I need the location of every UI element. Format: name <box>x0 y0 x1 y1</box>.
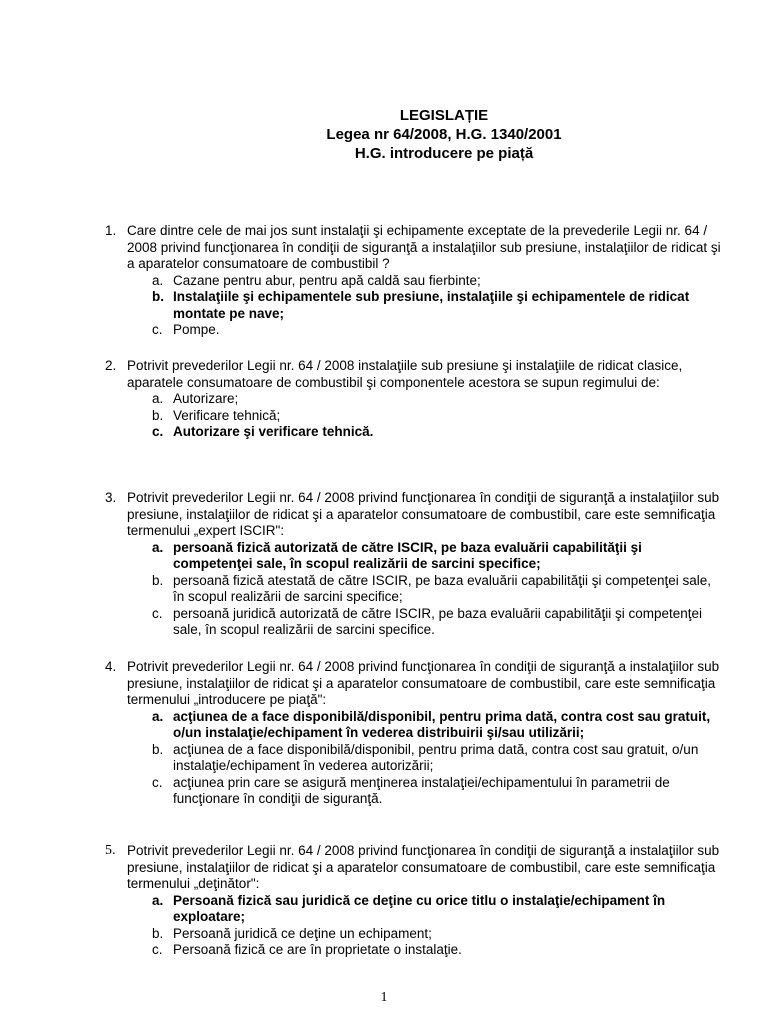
answer-options <box>105 540 725 639</box>
option-letter: b. <box>152 741 164 757</box>
question-stem: Potrivit prevederilor Legii nr. 64 / 2008 privind funcţionarea în condiţii de siguranţă a instalaţiilor sub presiune, instalaţiilor de ridicat şi a aparatelor consumatoare de combustibil, care este semnificaţia termenului „expert ISCIR": <box>127 490 720 538</box>
option-letter: c. <box>152 322 163 337</box>
answer-option <box>105 391 725 408</box>
option-text: Verificare tehnică; <box>173 407 281 423</box>
answer-option-correct <box>105 289 725 322</box>
option-letter: c. <box>152 774 163 790</box>
option-text: acţiunea prin care se asigură menţinerea instalaţiei/echipamentului în parametrii de funcţionare în condiţii de siguranţă. <box>173 774 670 806</box>
option-text: persoană juridică autorizată de către ISCIR, pe baza evaluării capabilităţii şi competenţei sale, în scopul realizării de sarcini specifice. <box>173 605 703 637</box>
option-letter: a. <box>152 892 164 908</box>
answer-options <box>105 893 725 959</box>
option-letter: c. <box>152 424 164 439</box>
answer-option <box>105 742 725 775</box>
question-number: 1. <box>105 223 117 238</box>
question-3 <box>105 490 725 639</box>
option-text: Pompe. <box>173 322 220 337</box>
answer-option-correct <box>105 893 725 926</box>
option-text: Persoană fizică ce are în proprietate o instalaţie. <box>173 942 462 957</box>
option-text: Persoană fizică sau juridică ce deţine cu orice titlu o instalaţie/echipament în exploatare; <box>173 892 666 924</box>
header-law-reference: Legea nr 64/2008, H.G. 1340/2001 <box>326 126 562 143</box>
option-letter: b. <box>152 289 164 304</box>
question-4 <box>105 659 725 808</box>
answer-option <box>105 942 725 959</box>
answer-options <box>105 273 725 339</box>
option-letter: c. <box>152 605 163 621</box>
option-text: acţiunea de a face disponibilă/disponibil, pentru prima dată, contra cost sau gratuit, o/un instalaţie/echipament în vederea autorizării; <box>173 741 699 773</box>
question-stem: Potrivit prevederilor Legii nr. 64 / 2008 privind funcţionarea în condiţii de siguranţă a instalaţiilor sub presiune, instalaţiilor de ridicat şi a aparatelor consumatoare de combustibil, care este semnificaţia termenului „introducere pe piaţă": <box>127 659 720 707</box>
answer-option-correct <box>105 540 725 573</box>
option-text: Persoană juridică ce deţine un echipament; <box>173 925 432 941</box>
option-text: Autorizare şi verificare tehnică. <box>173 424 374 439</box>
answer-options <box>105 709 725 808</box>
option-text: Instalaţiile şi echipamentele sub presiune, instalaţiile şi echipamentele de ridicat montate pe nave; <box>173 289 690 321</box>
answer-option <box>105 573 725 606</box>
question-stem: Potrivit prevederilor Legii nr. 64 / 2008 instalaţiile sub presiune şi instalaţiile de ridicat clasice, aparatele consumatoare de combustibil şi componentele acestora se supun regimului de: <box>127 358 683 390</box>
answer-options <box>105 391 725 441</box>
question-number: 2. <box>105 358 117 373</box>
header-subtitle: H.G. introducere pe piață <box>354 145 534 162</box>
option-letter: a. <box>152 539 164 555</box>
question-number: 5. <box>105 843 116 858</box>
option-text: Cazane pentru abur, pentru apă caldă sau fierbinte; <box>173 272 481 288</box>
header-title: LEGISLAȚIE <box>399 107 489 124</box>
question-number: 3. <box>105 490 117 505</box>
option-text: Autorizare; <box>173 391 239 406</box>
answer-option <box>105 322 725 339</box>
option-letter: a. <box>152 272 164 288</box>
document-header <box>0 106 768 163</box>
answer-option-correct <box>105 424 725 441</box>
option-letter: a. <box>152 708 164 724</box>
option-text: acţiunea de a face disponibilă/disponibil, pentru prima dată, contra cost sau gratuit, o/un instalaţie/echipament în vederea distribuirii şi/sau utilizării; <box>173 708 711 740</box>
page-number: 1 <box>380 990 388 1005</box>
question-stem: Potrivit prevederilor Legii nr. 64 / 2008 privind funcţionarea în condiţii de siguranţă a instalaţiilor sub presiune, instalaţiilor de ridicat şi a aparatelor consumatoare de combustibil, care este semnificaţia termenului „deţinător": <box>127 843 720 891</box>
question-number: 4. <box>105 659 117 674</box>
question-1 <box>105 223 725 339</box>
answer-option <box>105 606 725 639</box>
question-stem: Care dintre cele de mai jos sunt instalaţii şi echipamente exceptate de la prevederile Legii nr. 64 / 2008 privind funcţionarea în condiţii de siguranţă a instalaţiilor sub presiune, instalaţiilor de ridicat şi a aparatelor consumatoare de combustibil ? <box>127 223 721 271</box>
answer-option-correct <box>105 709 725 742</box>
question-5 <box>105 843 725 959</box>
option-letter: b. <box>152 407 164 423</box>
option-letter: c. <box>152 942 163 957</box>
option-letter: b. <box>152 572 164 588</box>
answer-option <box>105 926 725 943</box>
option-letter: b. <box>152 925 164 941</box>
question-2 <box>105 358 725 441</box>
answer-option <box>105 408 725 425</box>
option-text: persoană fizică atestată de către ISCIR, pe baza evaluării capabilităţii şi competenţei sale, în scopul realizării de sarcini specifice; <box>173 572 712 604</box>
option-letter: a. <box>152 391 164 406</box>
option-text: persoană fizică autorizată de către ISCIR, pe baza evaluării capabilităţii şi competenţei sale, în scopul realizării de sarcini specifice; <box>173 539 642 571</box>
answer-option <box>105 273 725 290</box>
answer-option <box>105 775 725 808</box>
